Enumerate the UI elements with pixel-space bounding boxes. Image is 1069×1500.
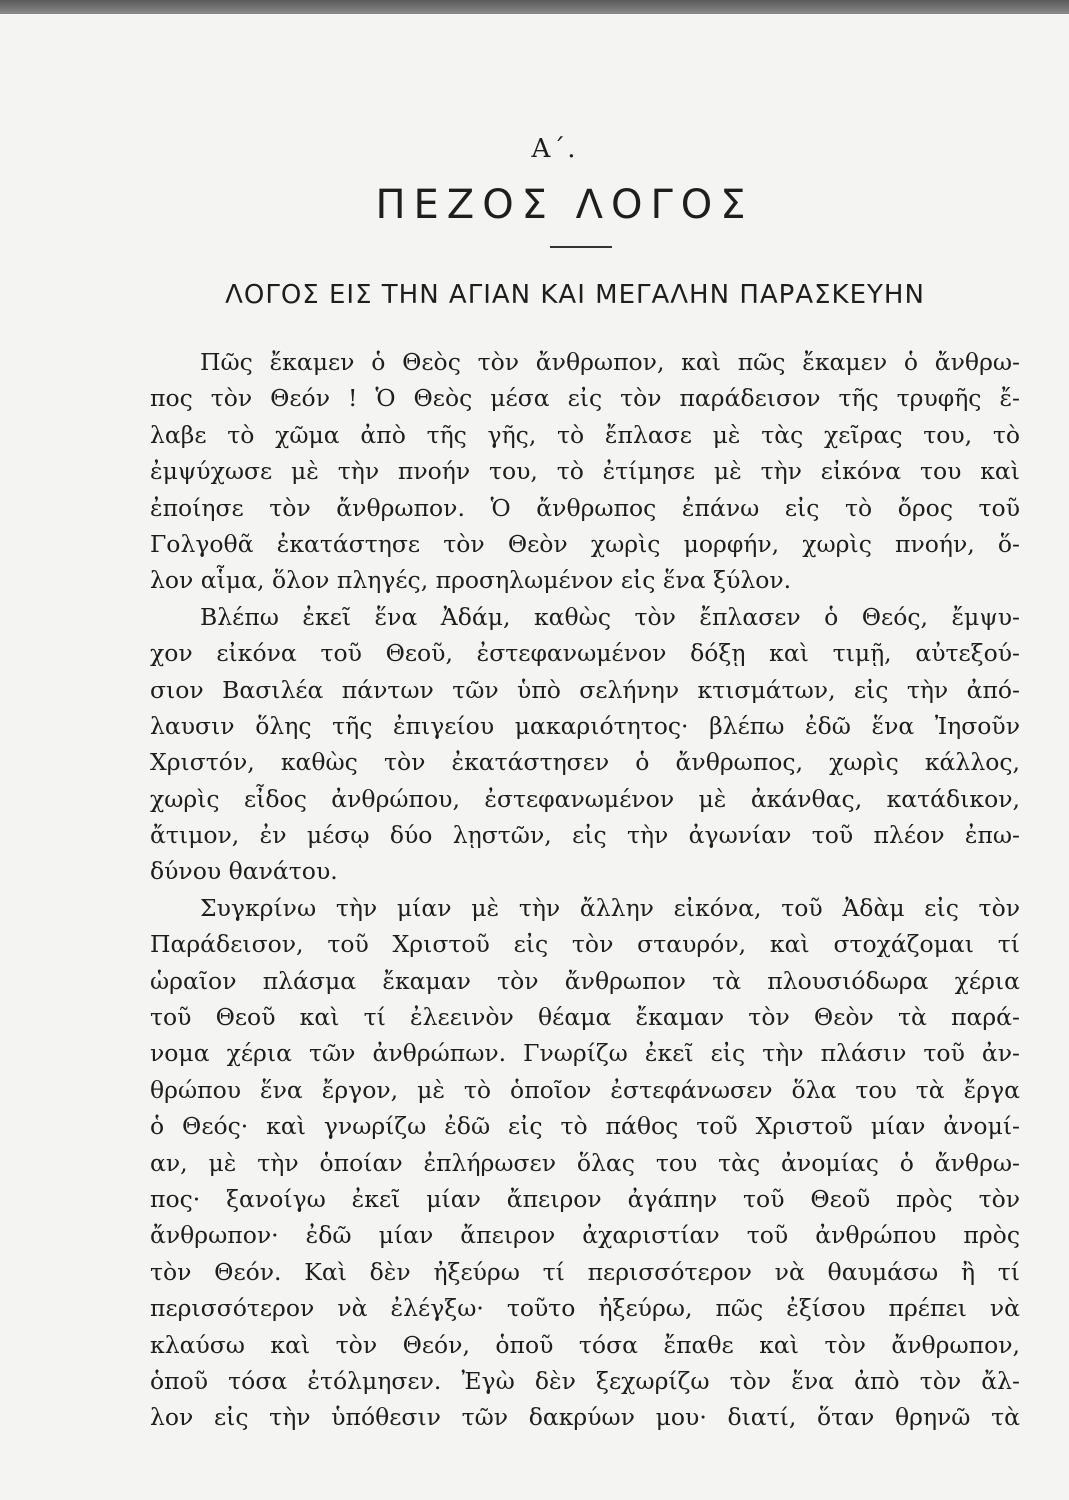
text-line: λαβε τὸ χῶμα ἀπὸ τῆς γῆς, τὸ ἔπλασε μὲ τὰς χεῖρας του, τὸ (150, 420, 1020, 449)
text-line: πος· ξανοίγω ἐκεῖ μίαν ἄπειρον ἀγάπην τοῦ Θεοῦ πρὸς τὸν (150, 1184, 1020, 1213)
text-line: Συγκρίνω τὴν μίαν μὲ τὴν ἄλλην εἰκόνα, τοῦ Ἀδὰμ εἰς τὸν (200, 893, 1020, 922)
text-line: Χριστόν, καθὼς τὸν ἐκατάστησεν ὁ ἄνθρωπος, χωρὶς κάλλος, (150, 748, 1020, 777)
text-line: σιον Βασιλέα πάντων τῶν ὑπὸ σελήνην κτισμάτων, εἰς τὴν ἀπό- (150, 675, 1020, 704)
page-heading: ΠΕΖΟΣ ΛΟΓΟΣ (375, 182, 754, 228)
text-line: Βλέπω ἐκεῖ ἕνα Ἀδάμ, καθὼς τὸν ἔπλασεν ὁ Θεός, ἔμψυ- (200, 602, 1020, 631)
text-line: ὡραῖον πλάσμα ἔκαμαν τὸν ἄνθρωπον τὰ πλουσιόδωρα χέρια (150, 966, 1020, 995)
text-line: λον εἰς τὴν ὑπόθεσιν τῶν δακρύων μου· διατί, ὅταν θρηνῶ τὰ (150, 1403, 1020, 1432)
text-line: θρώπου ἕνα ἔργον, μὲ τὸ ὁποῖον ἐστεφάνωσεν ὅλα του τὰ ἔργα (150, 1075, 1020, 1104)
text-line: Παράδεισον, τοῦ Χριστοῦ εἰς τὸν σταυρόν, καὶ στοχάζομαι τί (150, 930, 1020, 959)
text-line: ὁ Θεός· καὶ γνωρίζω ἐδῶ εἰς τὸ πάθος τοῦ Χριστοῦ μίαν ἀνομί- (150, 1112, 1020, 1141)
text-line: λαυσιν ὅλης τῆς ἐπιγείου μακαριότητος· βλέπω ἐδῶ ἕνα Ἰησοῦν (150, 711, 1020, 740)
scan-top-edge (0, 0, 1069, 14)
text-line: κλαύσω καὶ τὸν Θεόν, ὁποῦ τόσα ἔπαθε καὶ τὸν ἄνθρωπον, (150, 1330, 1020, 1359)
text-line: δύνου θανάτου. (150, 857, 338, 886)
text-line: ἐμψύχωσε μὲ τὴν πνοήν του, τὸ ἐτίμησε μὲ τὴν εἰκόνα του καὶ (150, 457, 1020, 486)
text-line: λον αἷμα, ὅλον πληγές, προσηλωμένον εἰς ἕνα ξύλον. (150, 566, 792, 595)
text-line: Πῶς ἔκαμεν ὁ Θεὸς τὸν ἄνθρωπον, καὶ πῶς ἔκαμεν ὁ ἄνθρω- (200, 348, 1020, 376)
section-letter: Α΄. (531, 134, 578, 164)
text-line: Γολγοθᾶ ἐκατάστησε τὸν Θεὸν χωρὶς μορφήν, χωρὶς πνοήν, ὅ- (150, 529, 1020, 558)
text-line: ὁποῦ τόσα ἐτόλμησεν. Ἐγὼ δὲν ξεχωρίζω τὸν ἕνα ἀπὸ τὸν ἄλ- (150, 1366, 1020, 1395)
text-line: χωρὶς εἶδος ἀνθρώπου, ἐστεφανωμένον μὲ ἀκάνθας, κατάδικον, (150, 784, 1020, 813)
body-text (150, 344, 1020, 1436)
book-page (0, 14, 1069, 1500)
heading-divider (550, 246, 612, 248)
text-line: τοῦ Θεοῦ καὶ τί ἐλεεινὸν θέαμα ἔκαμαν τὸν Θεὸν τὰ παρά- (150, 1003, 1020, 1032)
speech-title: ΛΟΓΟΣ ΕΙΣ ΤΗΝ ΑΓΙΑΝ ΚΑΙ ΜΕΓΑΛΗΝ ΠΑΡΑΣΚΕΥΗΝ (225, 280, 925, 310)
text-line: χον εἰκόνα τοῦ Θεοῦ, ἐστεφανωμένον δόξῃ καὶ τιμῇ, αὐτεξού- (150, 639, 1020, 668)
text-line: ἄτιμον, ἐν μέσῳ δύο λῃστῶν, εἰς τὴν ἀγωνίαν τοῦ πλέον ἐπω- (150, 821, 1020, 850)
text-line: ἐποίησε τὸν ἄνθρωπον. Ὁ ἄνθρωπος ἐπάνω εἰς τὸ ὄρος τοῦ (150, 493, 1020, 522)
text-line: περισσότερον νὰ ἐλέγξω· τοῦτο ἠξεύρω, πῶς ἐξίσου πρέπει νὰ (150, 1294, 1020, 1323)
text-line: ἄνθρωπον· ἐδῶ μίαν ἄπειρον ἀχαριστίαν τοῦ ἀνθρώπου πρὸς (150, 1221, 1020, 1250)
text-line: αν, μὲ τὴν ὁποίαν ἐπλήρωσεν ὅλας του τὰς ἀνομίας ὁ ἄνθρω- (150, 1148, 1020, 1177)
text-line: πος τὸν Θεόν ! Ὁ Θεὸς μέσα εἰς τὸν παράδεισον τῆς τρυφῆς ἔ- (150, 384, 1020, 413)
text-line: τὸν Θεόν. Καὶ δὲν ἠξεύρω τί περισσότερον νὰ θαυμάσω ἢ τί (150, 1257, 1020, 1286)
text-line: νομα χέρια τῶν ἀνθρώπων. Γνωρίζω ἐκεῖ εἰς τὴν πλάσιν τοῦ ἀν- (150, 1039, 1020, 1068)
